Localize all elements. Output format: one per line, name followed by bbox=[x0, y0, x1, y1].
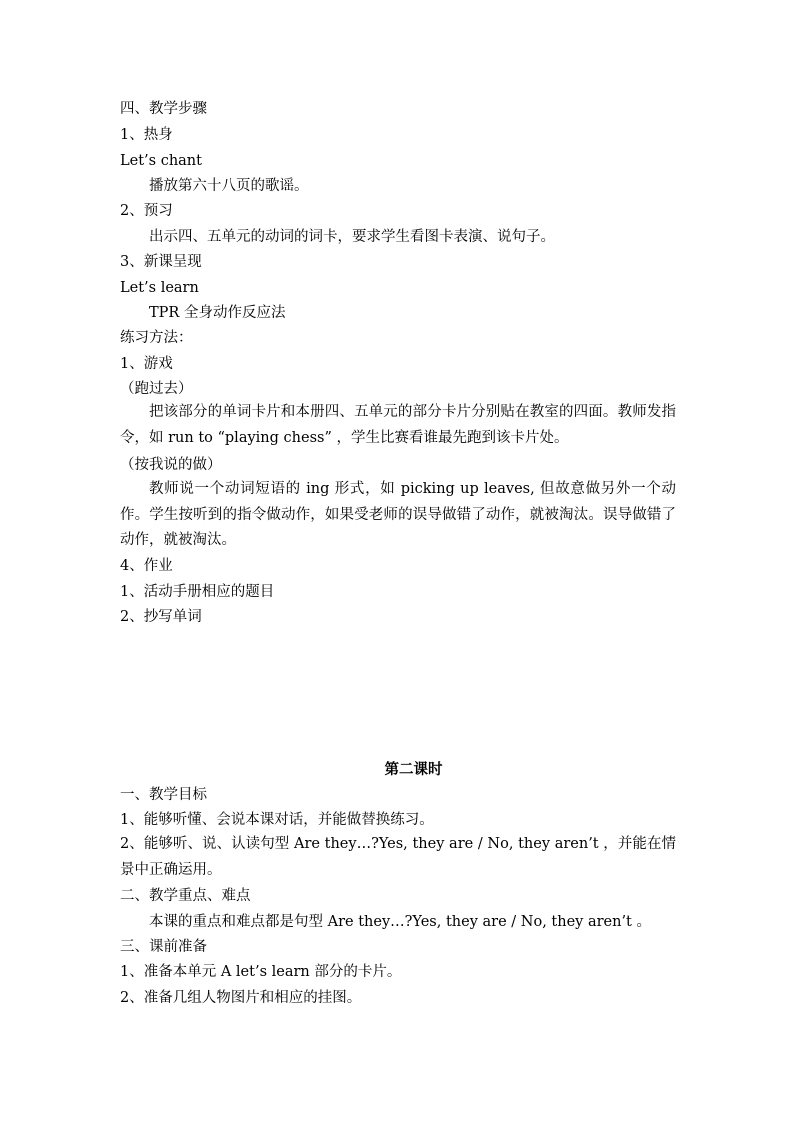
do-as-i-say-heading: （按我说的做） bbox=[120, 457, 222, 473]
objective-1: 1、能够听懂、会说本课对话，并能做替换练习。 bbox=[120, 812, 434, 828]
lesson-title: 第二课时 bbox=[384, 761, 443, 778]
chant-description: 播放第六十八页的歌谣。 bbox=[149, 178, 309, 194]
objective-2: 2、能够听、说、认读句型 Are they…?Yes, they are / No, they aren’t ，并能在情景中正确运用。 bbox=[120, 836, 676, 878]
lets-chant-label: Let’s chant bbox=[120, 153, 202, 169]
steps-title: 四、教学步骤 bbox=[120, 101, 207, 117]
preparation-item-1: 1、准备本单元 A let’s learn 部分的卡片。 bbox=[120, 964, 402, 980]
objectives-heading: 一、教学目标 bbox=[120, 787, 207, 803]
game-heading: 1、游戏 bbox=[120, 356, 173, 372]
lets-learn-label: Let’s learn bbox=[120, 280, 199, 296]
run-over-description: 把该部分的单词卡片和本册四、五单元的部分卡片分别贴在教室的四面。教师发指令，如 run to “playing chess” ，学生比赛看谁最先跑到该卡片处。 bbox=[120, 404, 676, 446]
preview-heading: 2、预习 bbox=[120, 203, 173, 219]
key-points-description: 本课的重点和难点都是句型 Are they…?Yes, they are / No, they aren’t 。 bbox=[149, 914, 651, 930]
run-over-heading: （跑过去） bbox=[120, 381, 193, 397]
new-lesson-heading: 3、新课呈现 bbox=[120, 254, 202, 270]
homework-item-1: 1、活动手册相应的题目 bbox=[120, 584, 275, 600]
key-points-heading: 二、教学重点、难点 bbox=[120, 888, 251, 904]
warmup-heading: 1、热身 bbox=[120, 127, 173, 143]
preparation-item-2: 2、准备几组人物图片和相应的挂图。 bbox=[120, 990, 362, 1006]
tpr-method: TPR 全身动作反应法 bbox=[149, 305, 286, 321]
homework-heading: 4、作业 bbox=[120, 558, 173, 574]
preview-description: 出示四、五单元的动词的词卡，要求学生看图卡表演、说句子。 bbox=[149, 229, 555, 245]
do-as-i-say-description: 教师说一个动词短语的 ing 形式，如 picking up leaves, 但故意做另外一个动作。学生按听到的指令做动作，如果受老师的误导做错了动作，就被淘汰。误导做错了动作，就被淘汰。 bbox=[120, 481, 676, 548]
practice-methods-heading: 练习方法： bbox=[120, 330, 193, 346]
preparation-heading: 三、课前准备 bbox=[120, 939, 207, 955]
homework-item-2: 2、抄写单词 bbox=[120, 609, 202, 625]
